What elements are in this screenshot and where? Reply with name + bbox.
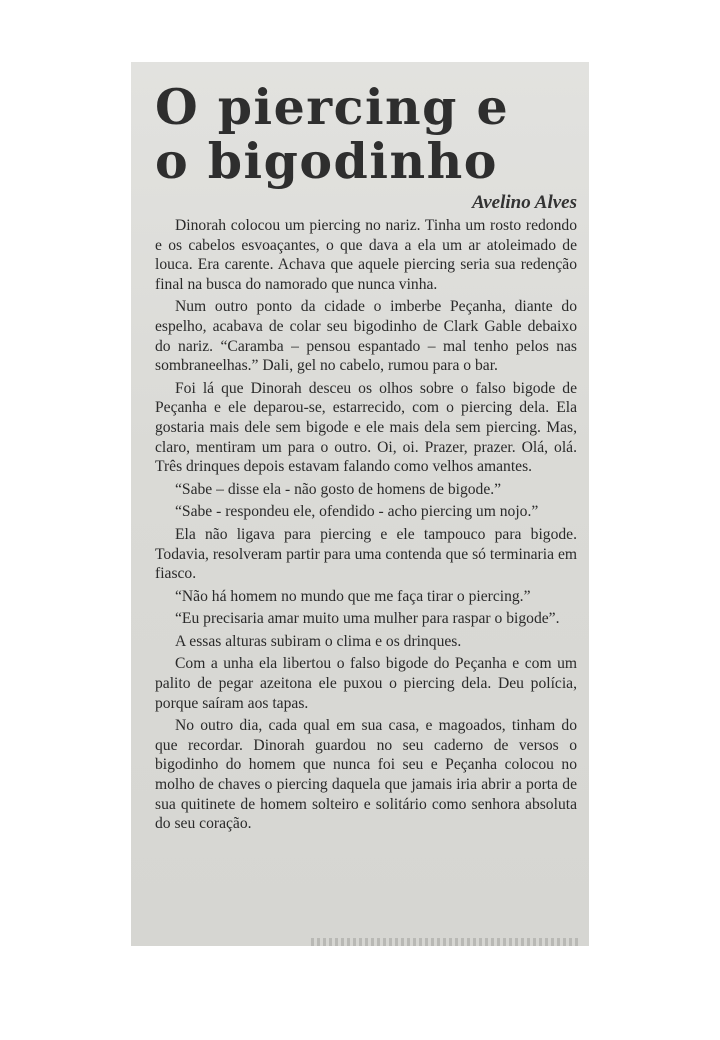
article-paragraph: “Não há homem no mundo que me faça tirar o piercing.”	[175, 587, 531, 605]
article-title-line-2: o bigodinho	[155, 132, 498, 190]
article-title	[155, 80, 577, 188]
article-paragraph: Num outro ponto da cidade o imberbe Peçanha, diante do espelho, acabava de colar seu bigodinho de Clark Gable debaixo do nariz. “Caramba – pensou espantado – mal tenho pelos nas sombraneelhas.” Dali, gel no cabelo, rumou para o bar.	[155, 298, 577, 375]
article-paragraph: “Sabe - respondeu ele, ofendido - acho piercing um nojo.”	[175, 503, 539, 521]
article-paragraph: Ela não ligava para piercing e ele tampouco para bigode. Todavia, resolveram partir para uma contenda que só terminaria em fiasco.	[155, 525, 577, 583]
article-paragraph: “Eu precisaria amar muito uma mulher para raspar o bigode”.	[175, 610, 560, 628]
article-title-line-1: O piercing e	[155, 78, 510, 136]
bleed-through-decoration	[311, 938, 581, 946]
newspaper-clipping	[131, 62, 589, 946]
article-author: Avelino Alves	[471, 192, 577, 213]
article-paragraph: A essas alturas subiram o clima e os drinques.	[175, 632, 462, 650]
article-paragraph: Dinorah colocou um piercing no nariz. Tinha um rosto redondo e os cabelos esvoaçantes, o que dava a ela um ar atoleimado de louca. Era carente. Achava que aquele piercing seria sua redenção final na busca do namorado que nunca vinha.	[155, 217, 577, 293]
article-paragraph: Foi lá que Dinorah desceu os olhos sobre o falso bigode de Peçanha e ele deparou-se, estarrecido, com o piercing dela. Ela gostaria mais dele sem bigode e ele mais dela sem piercing. Mas, claro, mentiram um para o outro. Oi, oi. Prazer, prazer. Olá, olá. Três drinques depois estavam falando como velhos amantes.	[155, 379, 577, 476]
article-paragraph: No outro dia, cada qual em sua casa, e magoados, tinham do que recordar. Dinorah guardou no seu caderno de versos o bigodinho do homem que nunca foi seu e Peçanha colocou no molho de chaves o piercing daquela que jamais iria abrir a porta de sua quitinete de homem solteiro e solitário como senhora absoluta do seu coração.	[155, 717, 577, 833]
article-paragraph: “Sabe – disse ela - não gosto de homens de bigode.”	[175, 480, 502, 498]
article-body	[155, 216, 577, 834]
article-paragraph: Com a unha ela libertou o falso bigode do Peçanha e com um palito de pegar azeitona ele puxou o piercing dela. Deu polícia, porque saíram aos tapas.	[155, 655, 577, 712]
